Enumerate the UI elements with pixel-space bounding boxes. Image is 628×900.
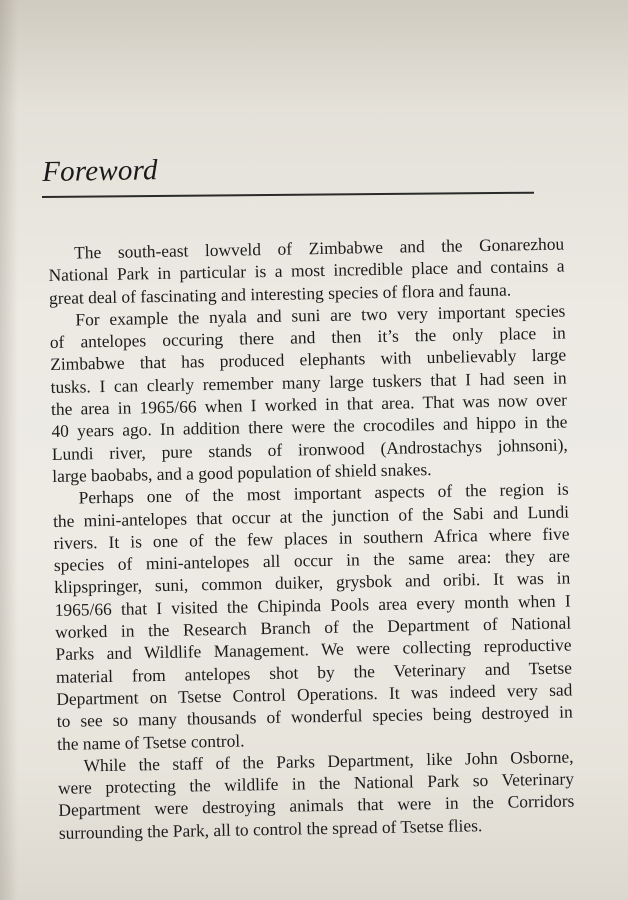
paragraph-line: species of mini-antelopes all occur in the same area: they are	[53, 545, 571, 576]
body-text	[48, 233, 575, 844]
page-title: Foreword	[42, 154, 158, 188]
paragraph-line: of antelopes occuring there and then it’s the only place in	[49, 322, 566, 353]
paragraph-line: Zimbabwe that has produced elephants with unbelievably large	[50, 345, 567, 375]
paragraph-line: Department on Tsetse Control Operations. It was indeed very sad	[56, 679, 573, 709]
paragraph-line: tusks. I can clearly remember many large tuskers that I had seen in	[50, 367, 567, 397]
paragraph	[49, 299, 568, 487]
paragraph	[57, 745, 575, 844]
paragraph-line: The south-east lowveld of Zimbabwe and the Gonarezhou	[74, 233, 565, 263]
paragraph-line: For example the nyala and suni are two very important species	[75, 300, 566, 330]
paragraph-line: Lundi river, pure stands of ironwood (Androstachys johnsoni),	[51, 434, 568, 464]
paragraph-line: worked in the Research Branch of the Department of National	[54, 612, 572, 642]
paragraph	[52, 478, 573, 755]
paragraph-line: rivers. It is one of the few places in southern Africa where five	[53, 523, 570, 553]
title-underline-divider	[42, 192, 534, 198]
paragraph-line: material from antelopes shot by the Veterinary and Tsetse	[55, 657, 573, 687]
paragraph-line: 1965/66 that I visited the Chipinda Pools area every month when I	[54, 590, 571, 620]
paragraph-line: surrounding the Park, all to control the spread of Tsetse flies.	[58, 814, 483, 843]
paragraph-line: large baobabs, and a good population of shield snakes.	[52, 458, 432, 486]
paragraph-line: the mini-antelopes that occur at the junction of the Sabi and Lundi	[52, 501, 570, 531]
paragraph-line: Department were destroying animals that were in the Corridors	[58, 790, 575, 821]
paragraph-line: National Park in particular is a most incredible place and contains a	[48, 255, 565, 286]
paragraph-line: the area in 1965/66 when I worked in that area. That was now over	[50, 389, 568, 420]
paragraph-line: klipspringer, suni, common duiker, grysbok and oribi. It was in	[54, 567, 571, 598]
paragraph-line: While the staff of the Parks Department, like John Osborne,	[83, 746, 574, 776]
paragraph-line: were protecting the wildlife in the National Park so Veterinary	[57, 768, 575, 799]
paragraph-line: 40 years ago. In addition there were the crocodiles and hippo in the	[51, 411, 568, 442]
paragraph-line: great deal of fascinating and interesting species of flora and fauna.	[48, 279, 512, 308]
paragraph-line: the name of Tsetse control.	[57, 730, 245, 754]
paragraph	[48, 233, 565, 309]
page-gutter-shadow	[0, 0, 18, 900]
paragraph-line: to see so many thousands of wonderful species being destroyed in	[56, 701, 573, 732]
paragraph-line: Parks and Wildlife Management. We were collecting reproductive	[55, 634, 572, 665]
paragraph-line: Perhaps one of the most important aspects of the region is	[78, 478, 569, 508]
